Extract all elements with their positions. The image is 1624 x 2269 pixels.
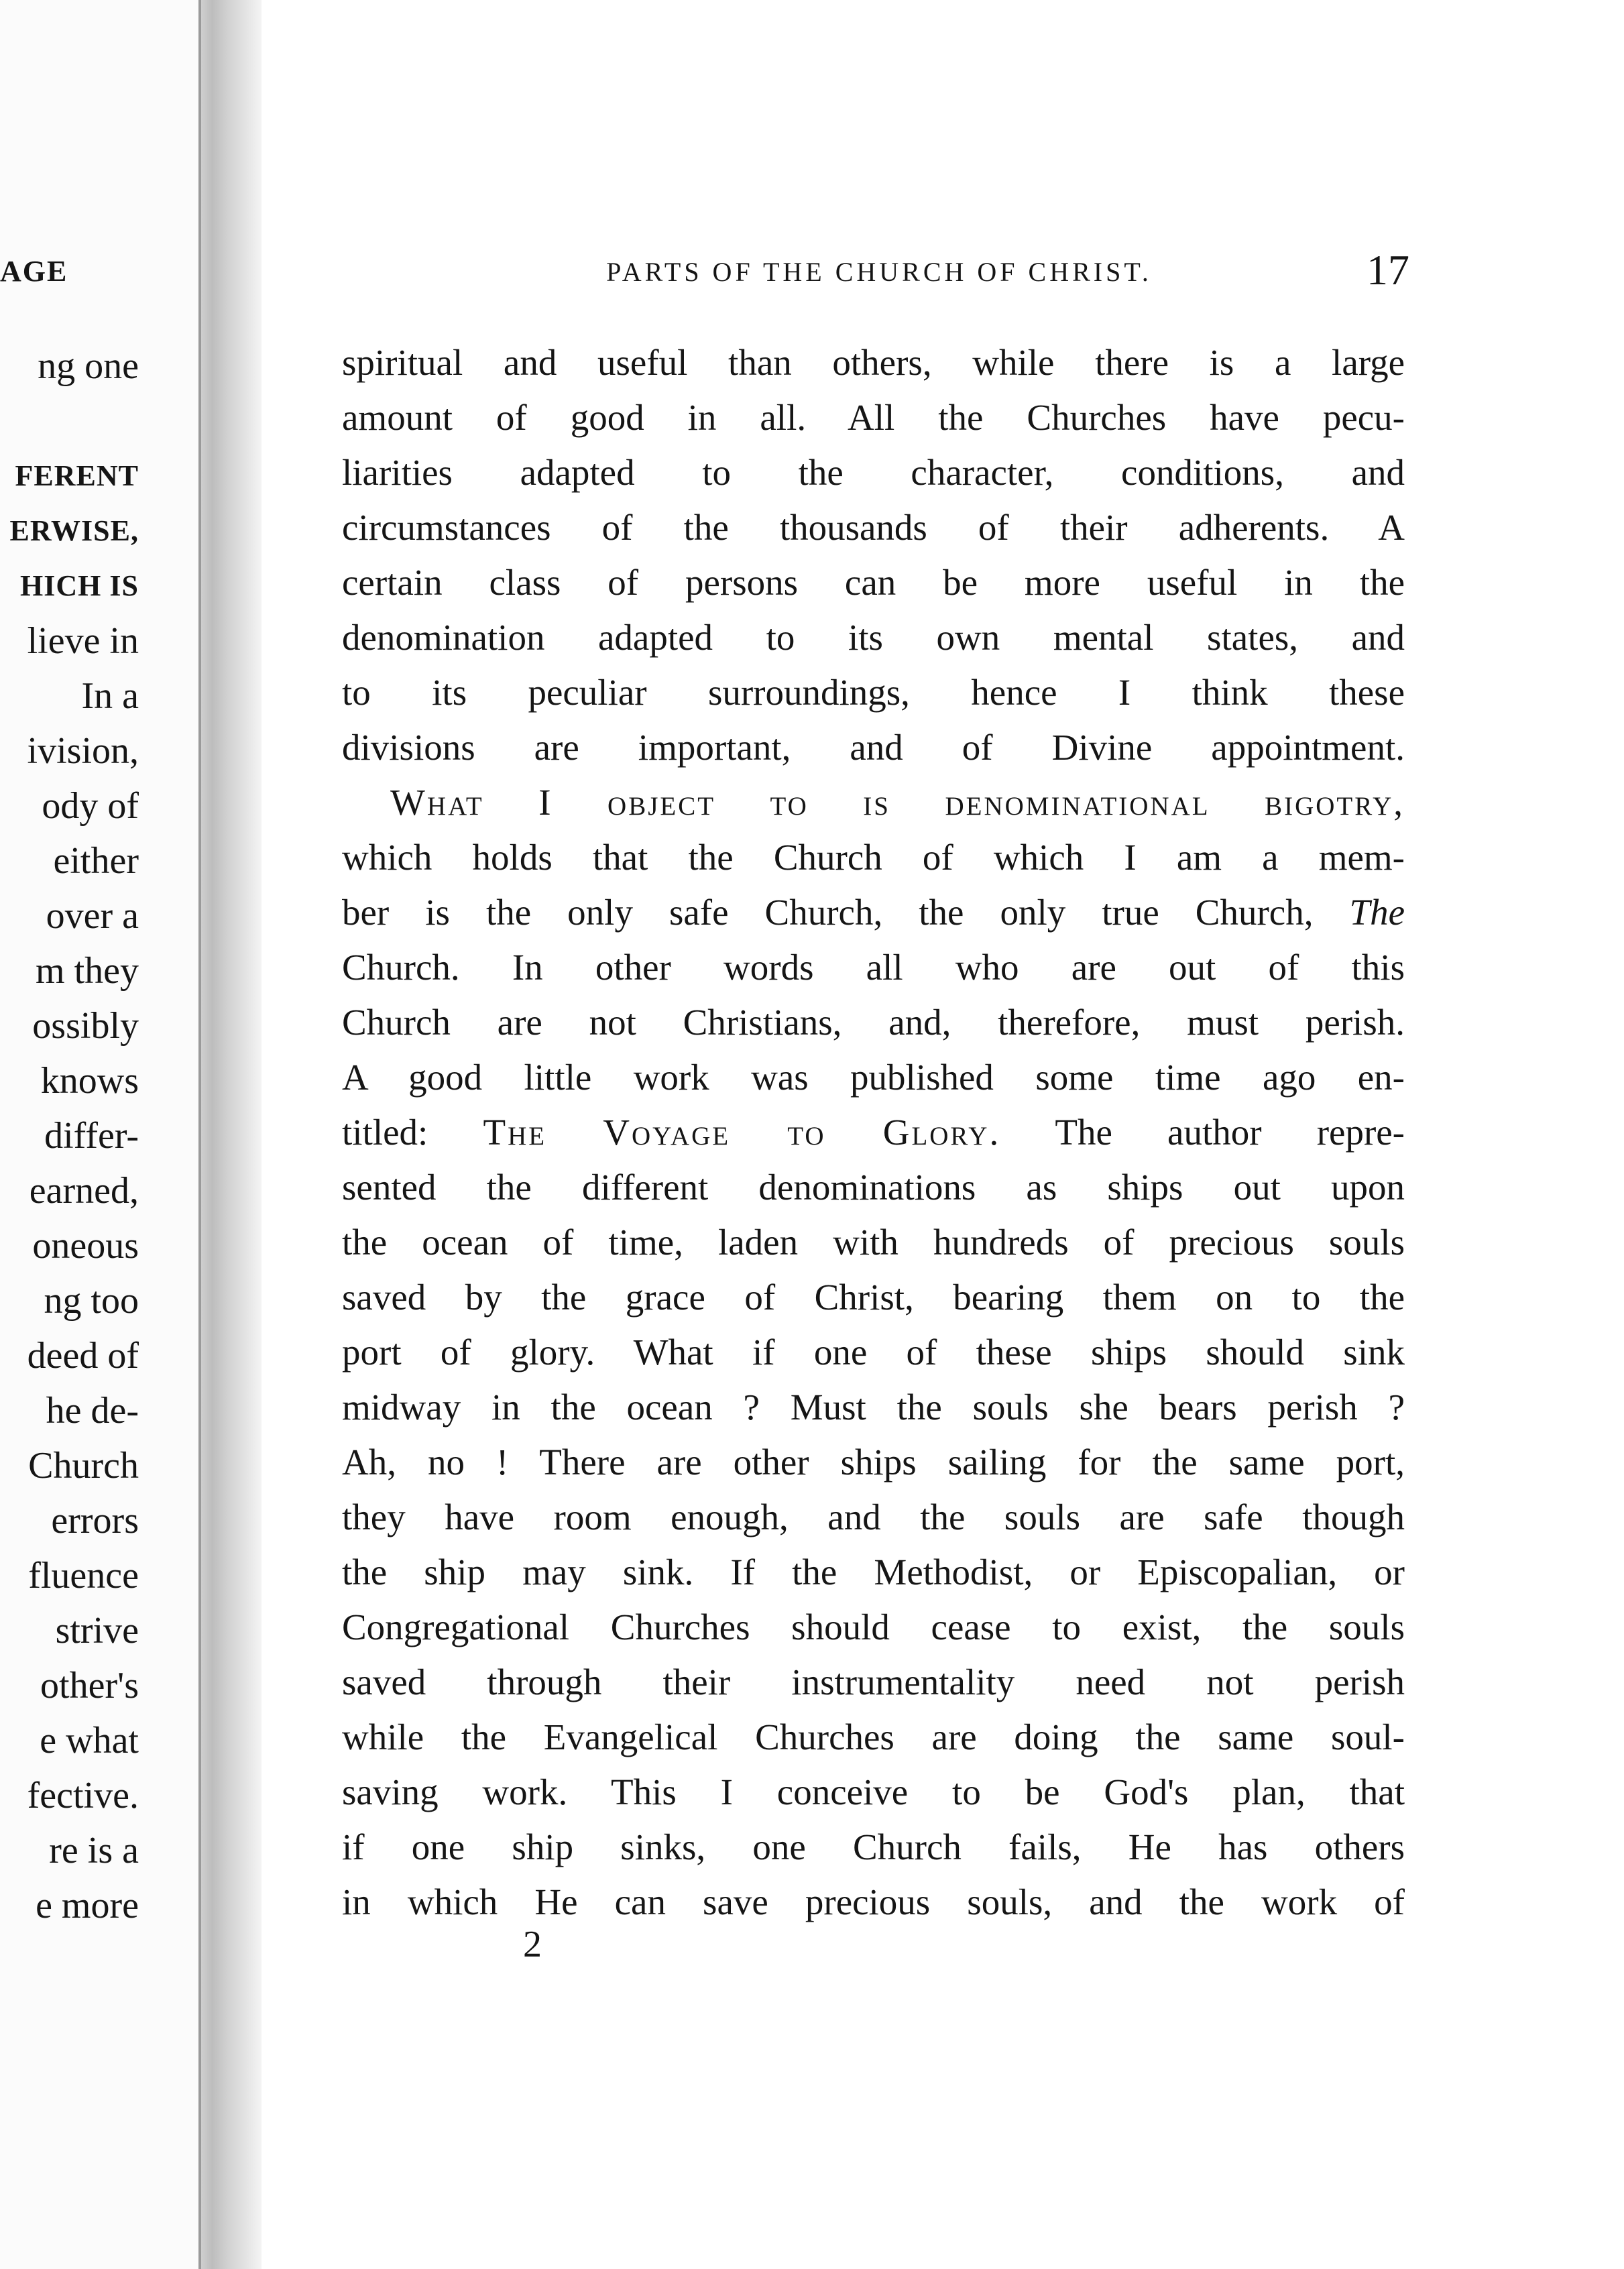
left-text-line: In a — [81, 675, 139, 717]
left-page-text — [0, 339, 139, 1933]
left-text-line: ivision, — [27, 730, 139, 772]
text-line: the ocean of time, laden with hundreds of precious souls — [342, 1222, 1405, 1263]
signature-mark: 2 — [523, 1924, 542, 1965]
left-text-line: earned, — [29, 1170, 139, 1212]
left-text-line: e more — [36, 1885, 139, 1926]
text-line: they have room enough, and the souls are safe though — [342, 1497, 1405, 1537]
text-line: in which He can save precious souls, and the work of — [342, 1881, 1405, 1922]
left-text-line: ng one — [38, 345, 139, 387]
left-text-line: re is a — [49, 1830, 139, 1871]
left-text-line — [0, 394, 139, 449]
running-header: PARTS OF THE CHURCH OF CHRIST. — [606, 257, 1152, 287]
small-caps-phrase: What I object to is denominational bigotry, — [390, 782, 1405, 823]
left-text-line: either — [53, 840, 139, 882]
text-line: divisions are important, and of Divine appointment. — [342, 727, 1405, 768]
text-line: amount of good in all. All the Churches have pecu- — [342, 397, 1405, 438]
text-line: Church. In other words all who are out of this — [342, 947, 1405, 988]
left-text-line: fluence — [28, 1555, 139, 1596]
left-text-line: ody of — [42, 785, 139, 827]
left-text-line: over a — [46, 895, 139, 937]
left-text-line: oneous — [32, 1225, 139, 1267]
body-text — [342, 335, 1405, 1930]
text-line — [342, 1105, 1405, 1160]
text-line: certain class of persons can be more useful in the — [342, 562, 1405, 603]
text-line — [342, 885, 1405, 940]
left-text-line: ng too — [44, 1280, 139, 1322]
text-line: if one ship sinks, one Church fails, He has others — [342, 1826, 1405, 1867]
left-text-line: strive — [55, 1610, 139, 1651]
left-text-line: deed of — [27, 1335, 139, 1377]
left-text-line: differ- — [44, 1115, 139, 1157]
left-text-line: ossibly — [32, 1005, 139, 1047]
text-line: A good little work was published some time ago en- — [342, 1057, 1405, 1098]
text-line: Congregational Churches should cease to exist, the souls — [342, 1607, 1405, 1647]
line-text: The author repre- — [1000, 1112, 1405, 1153]
left-text-line: m they — [36, 950, 139, 992]
text-line: circumstances of the thousands of their adherents. A — [342, 507, 1405, 548]
text-line: spiritual and useful than others, while there is a large — [342, 342, 1405, 383]
text-line: to its peculiar surroundings, hence I think these — [342, 672, 1405, 713]
text-line — [342, 775, 1405, 830]
page-number: 17 — [1367, 246, 1409, 294]
left-text-line: e what — [40, 1720, 139, 1761]
text-line: saved by the grace of Christ, bearing them on to the — [342, 1277, 1405, 1318]
left-text-line: fective. — [27, 1775, 139, 1816]
text-line: port of glory. What if one of these ships should sink — [342, 1332, 1405, 1373]
text-line: liarities adapted to the character, conditions, and — [342, 452, 1405, 493]
left-text-line: lieve in — [27, 620, 139, 662]
left-text-line: HICH IS — [20, 569, 139, 602]
binding-gutter — [201, 0, 262, 2269]
left-text-line: he de- — [46, 1390, 139, 1432]
left-page-fragment — [0, 0, 201, 2269]
text-line: saving work. This I conceive to be God's plan, that — [342, 1771, 1405, 1812]
text-line: which holds that the Church of which I am a mem- — [342, 837, 1405, 878]
left-text-line: FERENT — [15, 459, 139, 492]
line-text: titled: — [342, 1112, 483, 1153]
text-line: the ship may sink. If the Methodist, or Episcopalian, or — [342, 1552, 1405, 1592]
text-line: denomination adapted to its own mental states, and — [342, 617, 1405, 658]
book-title: The Voyage to Glory. — [483, 1112, 1001, 1153]
left-text-line: other's — [40, 1665, 139, 1706]
text-line: sented the different denominations as ships out upon — [342, 1167, 1405, 1208]
italic-word: The — [1349, 892, 1405, 933]
text-line: saved through their instrumentality need not perish — [342, 1662, 1405, 1702]
left-running-header: AGE — [0, 255, 68, 288]
left-text-line: ERWISE, — [9, 514, 139, 547]
left-text-line: Church — [28, 1445, 139, 1487]
text-line: midway in the ocean ? Must the souls she bears perish ? — [342, 1387, 1405, 1428]
text-line: Church are not Christians, and, therefore, must perish. — [342, 1002, 1405, 1043]
line-text: ber is the only safe Church, the only true Church, — [342, 892, 1350, 933]
text-line: Ah, no ! There are other ships sailing for the same port, — [342, 1442, 1405, 1482]
text-line: while the Evangelical Churches are doing the same soul- — [342, 1717, 1405, 1757]
left-text-line: knows — [40, 1060, 139, 1102]
left-text-line: errors — [51, 1500, 139, 1541]
